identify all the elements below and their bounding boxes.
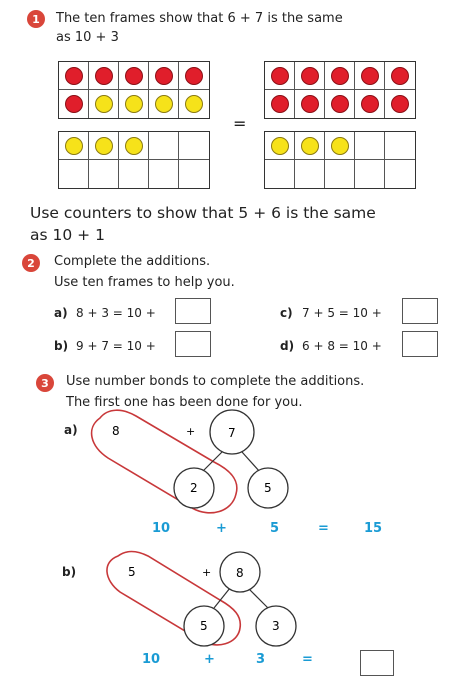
q3a-eq-op: + xyxy=(216,521,227,536)
q3a-plus: + xyxy=(186,425,196,438)
ten-frame-cell xyxy=(325,62,355,90)
ten-frame-cell xyxy=(295,62,325,90)
ten-frame-cell xyxy=(385,90,415,118)
ten-frame-4 xyxy=(264,131,416,189)
ten-frame-cell xyxy=(149,132,179,160)
q3a-eq-result: 15 xyxy=(364,521,383,536)
ten-frame-cell xyxy=(59,132,89,160)
question-number-badge: 1 xyxy=(27,10,45,28)
yellow-counter xyxy=(95,95,113,113)
ten-frame-cell xyxy=(179,90,209,118)
q1-text-line1: The ten frames show that 6 + 7 is the same xyxy=(56,11,343,26)
q3b-plus: + xyxy=(202,566,212,579)
question-number-badge: 2 xyxy=(22,254,40,272)
q2d-label: d) xyxy=(280,339,295,353)
red-counter xyxy=(155,67,173,85)
q2a-label: a) xyxy=(54,306,68,320)
q2a-answer-box[interactable] xyxy=(175,298,211,324)
q3b-branch-right xyxy=(248,588,268,608)
ten-frame-cell xyxy=(355,90,385,118)
ten-frame-cell xyxy=(325,160,355,188)
ten-frame-cell xyxy=(265,90,295,118)
ten-frame-2 xyxy=(264,61,416,119)
red-counter xyxy=(65,67,83,85)
q2c-answer-box[interactable] xyxy=(402,298,438,324)
ten-frame-1 xyxy=(58,61,210,119)
ten-frame-cell xyxy=(355,160,385,188)
q2d-expression: 6 + 8 = 10 + xyxy=(302,339,382,353)
red-counter xyxy=(65,95,83,113)
red-counter xyxy=(301,67,319,85)
q3a-branch-right xyxy=(242,452,260,472)
ten-frame-cell xyxy=(89,90,119,118)
q3a-part2: 5 xyxy=(264,481,272,495)
q3b-part1: 5 xyxy=(200,619,208,633)
ten-frame-cell xyxy=(119,160,149,188)
question-number-badge: 3 xyxy=(36,374,54,392)
q3b-eq-op: + xyxy=(204,652,215,667)
ten-frame-cell xyxy=(385,132,415,160)
red-counter xyxy=(331,67,349,85)
yellow-counter xyxy=(125,95,143,113)
red-counter xyxy=(271,67,289,85)
red-counter xyxy=(95,67,113,85)
ten-frame-cell xyxy=(119,132,149,160)
ten-frame-cell xyxy=(119,90,149,118)
ten-frame-cell xyxy=(59,90,89,118)
yellow-counter xyxy=(185,95,203,113)
ten-frame-cell xyxy=(59,62,89,90)
q3a-eq-n1: 10 xyxy=(152,521,171,536)
q2c-label: c) xyxy=(280,306,293,320)
ten-frame-cell xyxy=(325,90,355,118)
task-text-line2: as 10 + 1 xyxy=(30,226,105,244)
ten-frame-cell xyxy=(265,132,295,160)
ten-frame-cell xyxy=(89,62,119,90)
yellow-counter xyxy=(95,137,113,155)
red-counter xyxy=(125,67,143,85)
yellow-counter xyxy=(301,137,319,155)
red-counter xyxy=(391,95,409,113)
q3b-first-number: 5 xyxy=(128,565,136,579)
ten-frame-cell xyxy=(325,132,355,160)
ten-frame-cell xyxy=(355,132,385,160)
ten-frame-cell xyxy=(89,132,119,160)
red-counter xyxy=(391,67,409,85)
q3b-answer-box[interactable] xyxy=(360,650,394,676)
q3b-part2: 3 xyxy=(272,619,280,633)
ten-frame-cell xyxy=(149,160,179,188)
equals-sign: = xyxy=(233,114,247,133)
q3b-eq-equals: = xyxy=(302,652,313,667)
ten-frame-3 xyxy=(58,131,210,189)
q2b-answer-box[interactable] xyxy=(175,331,211,357)
red-counter xyxy=(331,95,349,113)
red-counter xyxy=(361,95,379,113)
q3-title: Use number bonds to complete the additions. xyxy=(66,374,365,389)
ten-frame-cell xyxy=(295,160,325,188)
q2c-expression: 7 + 5 = 10 + xyxy=(302,306,382,320)
q3b-eq-n2: 3 xyxy=(256,652,266,667)
q3b-eq-n1: 10 xyxy=(142,652,161,667)
ten-frame-cell xyxy=(265,62,295,90)
q2b-label: b) xyxy=(54,339,69,353)
yellow-counter xyxy=(125,137,143,155)
red-counter xyxy=(271,95,289,113)
q3a-label: a) xyxy=(64,423,78,437)
red-counter xyxy=(185,67,203,85)
ten-frame-cell xyxy=(149,90,179,118)
q3b-number-bond xyxy=(0,548,456,652)
ten-frame-cell xyxy=(119,62,149,90)
ten-frame-cell xyxy=(179,62,209,90)
q1-text-line2: as 10 + 3 xyxy=(56,30,119,45)
yellow-counter xyxy=(155,95,173,113)
yellow-counter xyxy=(271,137,289,155)
q2b-expression: 9 + 7 = 10 + xyxy=(76,339,156,353)
ten-frame-cell xyxy=(149,62,179,90)
ten-frame-cell xyxy=(295,132,325,160)
q3-hint: The first one has been done for you. xyxy=(66,395,303,410)
ten-frame-cell xyxy=(355,62,385,90)
q3a-branch-left xyxy=(202,452,222,472)
red-counter xyxy=(361,67,379,85)
q2-hint: Use ten frames to help you. xyxy=(54,275,235,290)
ten-frame-cell xyxy=(265,160,295,188)
q2-title: Complete the additions. xyxy=(54,254,211,269)
ten-frame-cell xyxy=(385,160,415,188)
q3a-eq-n2: 5 xyxy=(270,521,280,536)
ten-frame-cell xyxy=(295,90,325,118)
yellow-counter xyxy=(65,137,83,155)
ten-frame-cell xyxy=(179,160,209,188)
q2a-expression: 8 + 3 = 10 + xyxy=(76,306,156,320)
q3b-second-number: 8 xyxy=(236,566,244,580)
q3a-part1: 2 xyxy=(190,481,198,495)
task-text-line1: Use counters to show that 5 + 6 is the same xyxy=(30,204,376,222)
q3a-eq-equals: = xyxy=(318,521,329,536)
q3a-number-bond xyxy=(0,400,456,520)
ten-frame-cell xyxy=(385,62,415,90)
q3a-second-number: 7 xyxy=(228,426,236,440)
yellow-counter xyxy=(331,137,349,155)
red-counter xyxy=(301,95,319,113)
q3a-first-number: 8 xyxy=(112,424,120,438)
q3b-label: b) xyxy=(62,565,77,579)
ten-frame-cell xyxy=(59,160,89,188)
ten-frame-cell xyxy=(89,160,119,188)
ten-frame-cell xyxy=(179,132,209,160)
q2d-answer-box[interactable] xyxy=(402,331,438,357)
